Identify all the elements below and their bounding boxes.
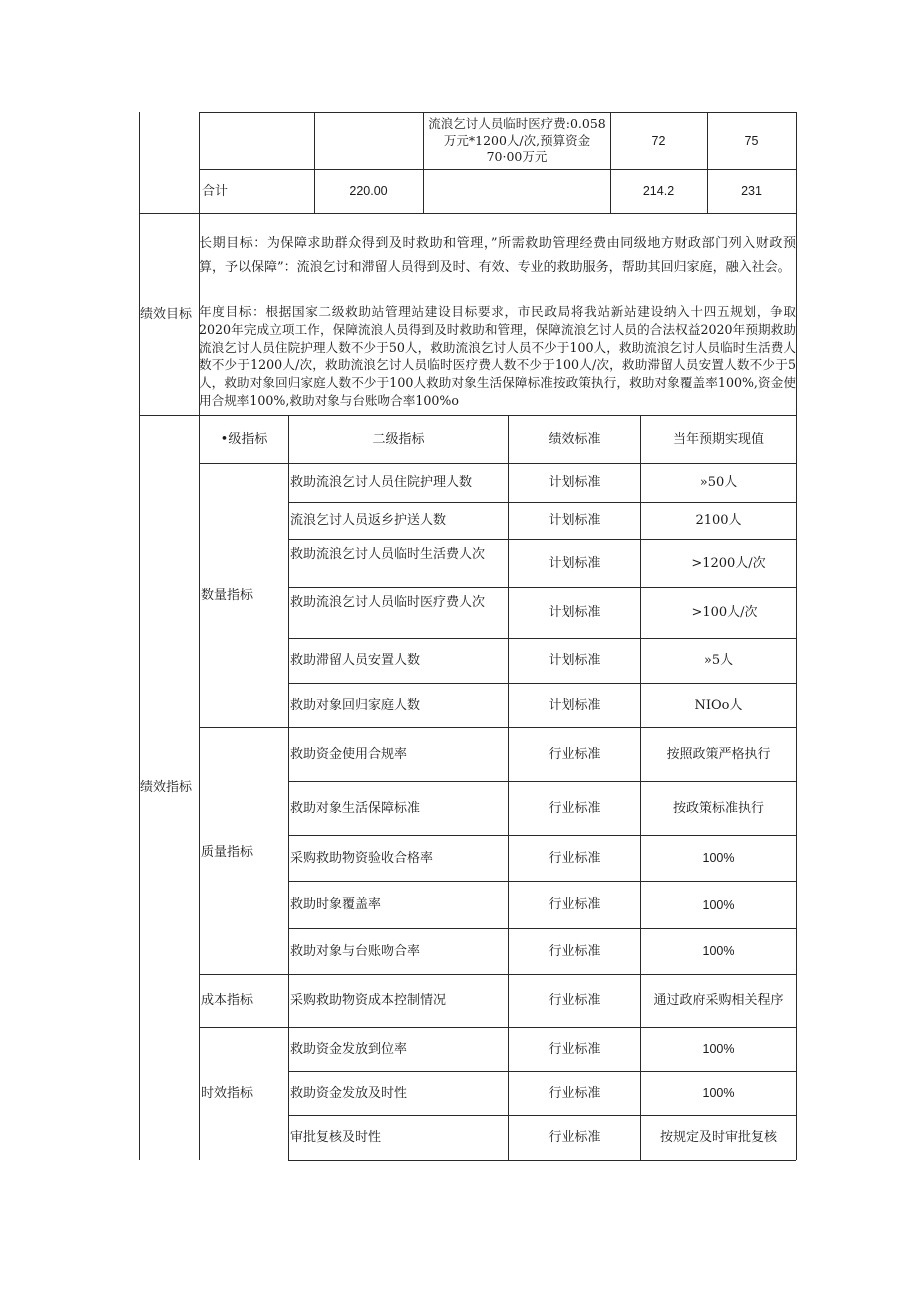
indicator-item: 救助资金发放到位率 — [290, 1041, 408, 1057]
group-cost: 成本指标 — [201, 993, 254, 1009]
group-quantity: 数量指标 — [201, 587, 254, 603]
group-timeliness: 时效指标 — [201, 1086, 254, 1102]
indicator-value: >100人/次 — [691, 605, 758, 621]
indicator-value: 100% — [702, 897, 735, 912]
indicator-standard: 计划标准 — [548, 555, 601, 571]
indicator-value: »5人 — [703, 653, 734, 669]
indicator-value: 2100人 — [695, 513, 742, 529]
indicator-item: 救助滞留人员安置人数 — [290, 653, 421, 669]
indicator-item: 救助流浪乞讨人员临时生活费人次 — [290, 547, 486, 562]
indicator-item: 采购救助物资验收合格率 — [290, 850, 434, 866]
indicator-value: >1200人/次 — [691, 555, 766, 571]
indicator-value: NIOo人 — [694, 697, 743, 713]
indicator-item: 救助对象回归家庭人数 — [290, 697, 421, 713]
indicators-label: 绩效指标 — [140, 780, 193, 796]
indicator-standard: 行业标准 — [548, 993, 601, 1009]
indicator-standard: 行业标准 — [548, 850, 601, 866]
indicator-item: 流浪乞讨人员返乡护送人数 — [290, 513, 447, 529]
indicator-standard: 计划标准 — [548, 513, 601, 529]
indicator-standard: 行业标准 — [548, 943, 601, 959]
indicator-standard: 行业标准 — [548, 1130, 601, 1146]
indicator-value: 按规定及时审批复核 — [659, 1130, 777, 1146]
indicator-standard: 行业标准 — [548, 1085, 601, 1101]
indicator-standard: 计划标准 — [548, 605, 601, 621]
indicator-item: 救助资金使用合规率 — [290, 746, 408, 762]
indicator-item: 审批复核及时性 — [290, 1130, 382, 1146]
goals-label: 绩效目标 — [140, 306, 193, 322]
indicator-value: 100% — [702, 1042, 735, 1057]
budget-item-desc: 流浪乞讨人员临时医疗费:0.058万元*1200人/次,预算资金70·00万元 — [428, 115, 606, 165]
indicator-item: 救助流浪乞讨人员临时医疗费人次 — [290, 595, 486, 610]
budget-total-col5: 231 — [741, 184, 762, 199]
header-standard: 绩效标准 — [548, 431, 601, 447]
indicator-item: 救助对象与台账吻合率 — [290, 943, 421, 959]
header-expected-value: 当年预期实现值 — [672, 431, 764, 447]
group-quality: 质量指标 — [201, 845, 254, 861]
header-level1: •级指标 — [220, 431, 268, 447]
indicator-standard: 计划标准 — [548, 475, 601, 491]
indicator-standard: 行业标准 — [548, 746, 601, 762]
indicator-standard: 行业标准 — [548, 897, 601, 913]
indicator-value: »50人 — [699, 475, 738, 491]
long-term-goal: 长期目标：为保障求助群众得到及时救助和管理，”所需救助管理经费由同级地方财政部门列入财政预算，予以保障”：流浪乞讨和滞留人员得到及时、有效、专业的救助服务，帮助其回归家庭，融入社会。 — [199, 236, 796, 275]
indicator-standard: 行业标准 — [548, 800, 601, 816]
indicator-value: 100% — [702, 1086, 735, 1101]
indicator-item: 救助对象生活保障标准 — [290, 800, 421, 816]
budget-total-col4: 214.2 — [642, 184, 675, 199]
indicator-value: 按照政策严格执行 — [666, 746, 771, 762]
indicator-standard: 计划标准 — [548, 653, 601, 669]
indicator-standard: 计划标准 — [548, 697, 601, 713]
indicator-item: 救助资金发放及时性 — [290, 1085, 408, 1101]
indicator-value: 100% — [702, 944, 735, 959]
indicator-item: 救助时象覆盖率 — [290, 897, 382, 913]
indicator-standard: 行业标准 — [548, 1041, 601, 1057]
indicator-value: 通过政府采购相关程序 — [653, 993, 784, 1009]
budget-item-col5: 75 — [744, 133, 759, 148]
budget-total-amount: 220.00 — [349, 184, 388, 199]
budget-total-label: 合计 — [202, 183, 229, 199]
annual-goal: 年度目标：根据国家二级救助站管理站建设目标要求，市民政局将我站新站建设纳入十四五规划，争取2020年完成立项工作，保障流浪人员得到及时救助和管理，保障流浪乞讨人员的合法权益2020年预期救助流浪乞讨人员住院护理人数不少于50人，救助流浪乞讨人员不少于100人，救助流浪乞讨人员临时生活费人数不少于1200人/次，救助流浪乞讨人员临时医疗费人数不少于100人/次，救助滞留人员安置人数不少于5人，救助对象回归家庭人数不少于100人救助对象生活保障标准按政策执行，救助对象覆盖率100%,资金使用合规率100%,救助对象与台账吻合率100%o — [199, 304, 796, 408]
header-level2: 二级指标 — [372, 431, 425, 447]
budget-item-col4: 72 — [651, 133, 666, 148]
indicator-value: 按政策标准执行 — [672, 800, 764, 816]
indicator-item: 采购救助物资成本控制情况 — [290, 993, 447, 1009]
indicator-value: 100% — [702, 851, 735, 866]
indicator-item: 救助流浪乞讨人员住院护理人数 — [290, 475, 473, 491]
